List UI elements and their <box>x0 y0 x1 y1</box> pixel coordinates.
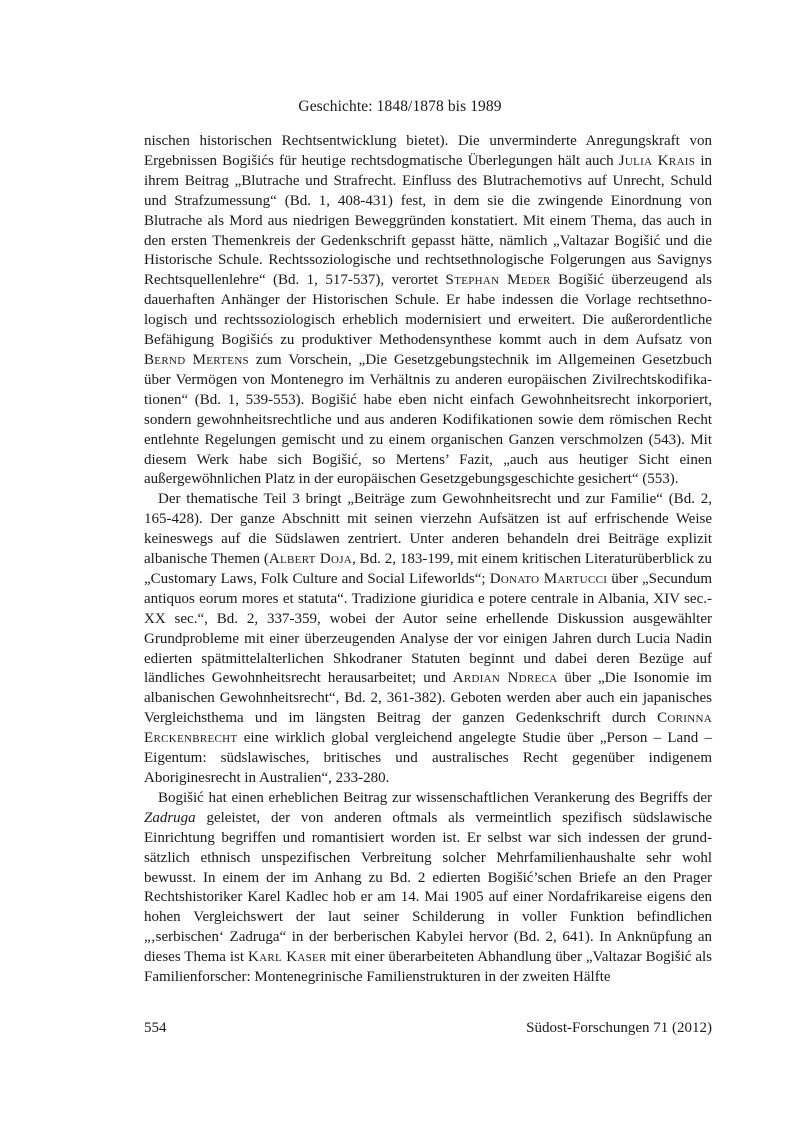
journal-citation: Südost-Forschungen 71 (2012) <box>526 1020 712 1036</box>
paragraph <box>144 789 712 988</box>
text-run: Der thematische Teil 3 bringt „Beiträge zum Gewohnheitsrecht und zur Familie“ (Bd. 2, 165-428). Der ganze Abschnitt mit seinen vierzehn Aufsätzen ist auf erfrischende Weise keineswegs auf die Südslawen zentriert. Unter anderen behandeln drei Beiträge explizit albanische Themen ( <box>144 491 712 568</box>
text-run: mit einer überarbeiteten Abhandlung über „Valtazar Bogišić als Familienforscher: Montenegrinische Familienstrukturen in der zweiten Hälfte <box>144 949 712 986</box>
author-name: Julia Krais <box>618 152 696 169</box>
page-number: 554 <box>144 1020 167 1036</box>
text-run: Bogišić hat einen erheblichen Beitrag zur wissenschaftlichen Verankerung des Begriffs der <box>158 789 712 806</box>
text-run: eine wirklich global vergleichend angelegte Studie über „Person – Land – Eigentum: südslawisches, britisches und australisches Recht gegenüber indigenem Aboriginesrecht in Australien“, 233-280. <box>144 730 712 786</box>
author-name: Donato Martucci <box>489 570 608 587</box>
italic-term: Zadruga <box>144 809 196 826</box>
author-name: Stephan Meder <box>445 272 551 289</box>
text-run: Bogišić überzeugend als dauerhaften Anhänger der Historischen Schule. Er habe indessen die Vorlage rechtsethnologisch und rechtssoziologisch erheblich modernisiert und erweitert. Die außerordentliche Befähigung Bogišićs zu produktiver Methodensynthese kommt auch in dem Aufsatz von <box>144 272 713 349</box>
author-name: Karl Kaser <box>247 949 327 966</box>
text-run: in ihrem Beitrag „Blutrache und Strafrecht. Einfluss des Blutrachemotivs auf Unrecht, Schuld und Strafzumessung“ (Bd. 1, 408-431) fest, in dem sie die zwingende Einordnung von Blutrache als Mord aus niedrigen Beweggründen konstatiert. Mit einem Thema, das auch in den ersten Themenkreis der Gedenkschrift gepasst hätte, nämlich „Valtazar Bogišić und die Historische Schule. Rechtssoziologische und rechtsethnologische Folgerungen aus Savignys Rechtsquellenlehre“ (Bd. 1, 517-537), verortet <box>144 152 712 289</box>
author-name: Albert Doja <box>268 551 353 568</box>
text-run: , Bd. 2, 183-199, mit einem kritischen Literaturüberblick zu „Customary Laws, Folk Culture and Social Lifeworlds“; <box>144 551 712 587</box>
author-name: Corinna Erckenbrecht <box>144 710 712 747</box>
text-run: über „Secundum antiquos eorum mores et statuta“. Tradizione giuridica e potere centrale in Albania, XIV sec.-XX sec.“, Bd. 2, 337-359, wobei der Autor seine erhellende Diskussion ausgewählter Grundprobleme mit einer überzeugenden Analyse der vor einigen Jahren durch Lucia Nadin edierten spätmittelalterlichen Shkodraner Statuten beginnt und dabei deren Bezüge auf ländliches Gewohnheitsrecht herausarbeitet; und <box>144 570 712 687</box>
author-name: Ardian Ndreca <box>452 670 558 687</box>
text-run: zum Vorschein, „Die Gesetzgebungstechnik im Allgemeinen Gesetzbuch über Vermögen von Montenegro im Verhältnis zu anderen europäischen Zivilrechtskodifikationen“ (Bd. 1, 539-553). Bogišić habe eben nicht einfach Gewohnheitsrecht inkorporiert, sondern gewohnheitsrechtliche und aus anderen Kodifikationen sowie dem römischen Recht entlehnte Regelungen gemischt und zu einem organischen Ganzen verschmolzen (543). Mit diesem Werk habe sich Bogišić, so Mertens’ Fazit, „auch aus heutiger Sicht einen außergewöhnlichen Platz in der europäischen Gesetzgebungsgeschichte gesichert“ (553). <box>144 351 712 488</box>
paragraph <box>144 490 712 789</box>
author-name: Bernd Mertens <box>144 351 249 368</box>
text-run: nischen historischen Rechtsentwicklung bietet). Die unverminderte Anregungskraft von Ergebnissen Bogišićs für heutige rechtsdogmatische Überlegungen hält auch <box>144 133 712 169</box>
paragraph <box>144 132 712 490</box>
body-text <box>144 132 712 988</box>
text-run: geleistet, der von anderen oftmals als vermeintlich spezifisch südslawische Einrichtung begriffen und romantisiert worden ist. Er selbst war sich indessen der grundsätzlich ethnisch unspezifischen Verbreitung solcher Mehrfamilienhaushalte sehr wohl bewusst. In einem der im Anhang zu Bd. 2 edierten Bogišić’schen Briefe an den Prager Rechtshistoriker Karel Kadlec hob er am 14. Mai 1905 auf einer Nordafrikareise eigens den hohen Vergleichswert der laut seiner Schilderung in voller Funktion befindlichen „‚serbischen‘ Zadruga“ in der berberischen Kabylei hervor (Bd. 2, 641). In Anknüpfung an dieses Thema ist <box>144 809 712 966</box>
text-run: über „Die Isonomie im albanischen Gewohnheitsrecht“, Bd. 2, 361-382). Geboten werden aber auch ein japanisches Vergleichsthema und im längsten Beitrag der ganzen Gedenkschrift durch <box>144 670 712 727</box>
page-footer <box>144 1020 712 1037</box>
running-head: Geschichte: 1848/1878 bis 1989 <box>298 98 502 115</box>
